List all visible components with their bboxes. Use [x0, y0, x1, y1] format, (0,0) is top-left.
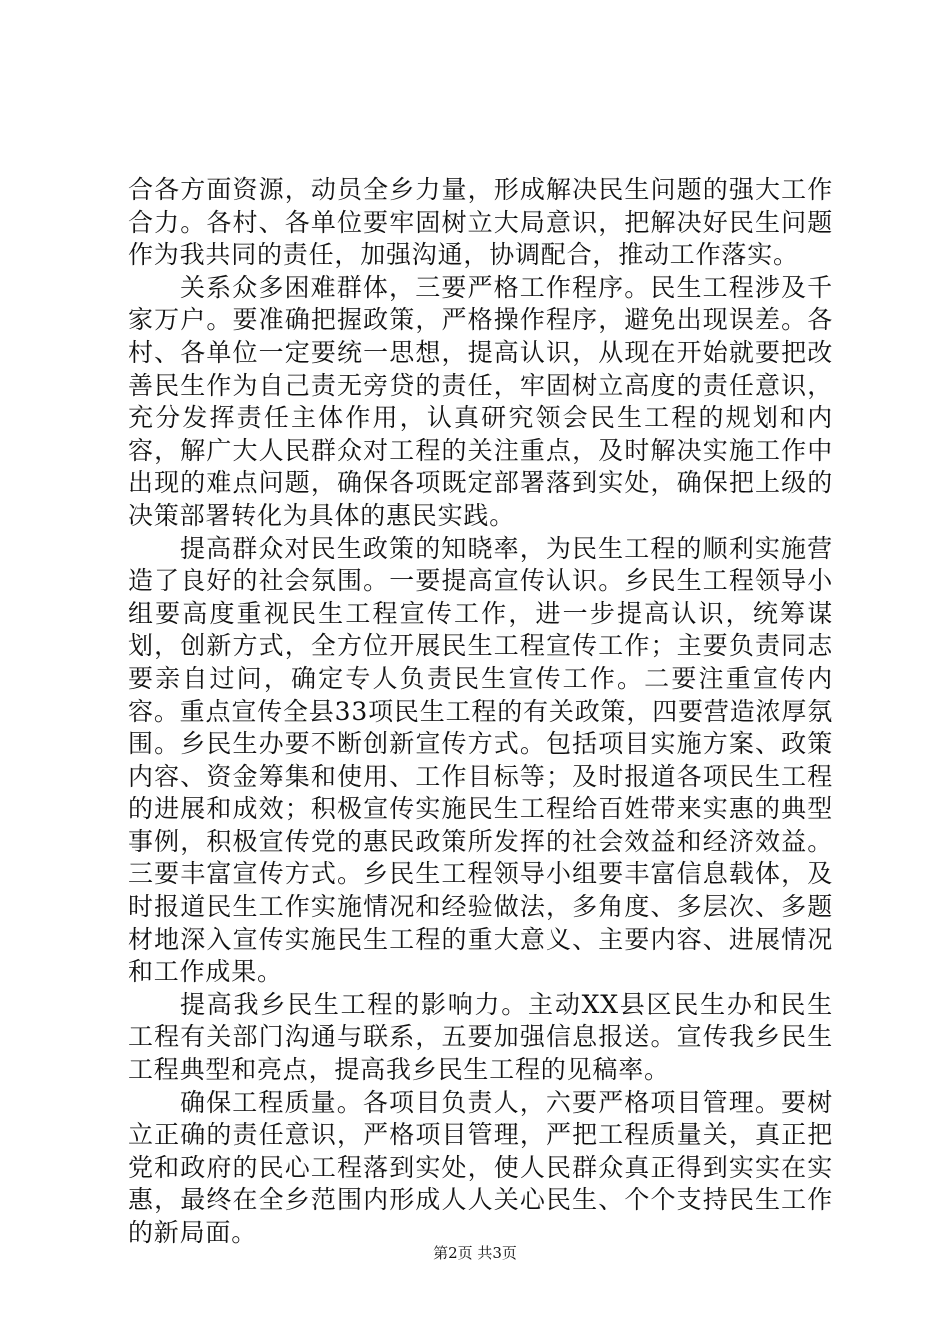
paragraph-information-report: 提高我乡民生工程的影响力。主动XX县区民生办和民生工程有关部门沟通与联系，五要加强信息报送。宣传我乡民生工程典型和亮点，提高我乡民生工程的见稿率。 — [128, 989, 833, 1085]
paragraph-work-procedure: 关系众多困难群体，三要严格工作程序。民生工程涉及千家万户。要准确把握政策，严格操作程序，避免出现误差。各村、各单位一定要统一思想，提高认识，从现在开始就要把改善民生作为自己责无旁贷的责任，牢固树立高度的责任意识，充分发挥责任主体作用，认真研究领会民生工程的规划和内容，解广大人民群众对工程的关注重点，及时解决实施工作中出现的难点问题，确保各项既定部署落到实处，确保把上级的决策部署转化为具体的惠民实践。 — [128, 272, 833, 530]
paragraph-continued: 合各方面资源，动员全乡力量，形成解决民生问题的强大工作合力。各村、各单位要牢固树立大局意识，把解决好民生问题作为我共同的责任，加强沟通，协调配合，推动工作落实。 — [128, 175, 833, 270]
paragraph-project-management: 确保工程质量。各项目负责人，六要严格项目管理。要树立正确的责任意识，严格项目管理，严把工程质量关，真正把党和政府的民心工程落到实处，使人民群众真正得到实实在实惠，最终在全乡范围内形成人人关心民生、个个支持民生工作的新局面。 — [128, 1087, 833, 1247]
page-footer: 第2页 共3页 — [433, 1244, 517, 1262]
document-body — [128, 174, 833, 1250]
paragraph-publicity: 提高群众对民生政策的知晓率，为民生工程的顺利实施营造了良好的社会氛围。一要提高宣传认识。乡民生工程领导小组要高度重视民生工程宣传工作，进一步提高认识，统筹谋划，创新方式，全方位开展民生工程宣传工作；主要负责同志要亲自过问，确定专人负责民生宣传工作。二要注重宣传内容。重点宣传全县33项民生工程的有关政策，四要营造浓厚氛围。乡民生办要不断创新宣传方式。包括项目实施方案、政策内容、资金筹集和使用、工作目标等；及时报道各项民生工程的进展和成效；积极宣传实施民生工程给百姓带来实惠的典型事例，积极宣传党的惠民政策所发挥的社会效益和经济效益。三要丰富宣传方式。乡民生工程领导小组要丰富信息载体，及时报道民生工作实施情况和经验做法，多角度、多层次、多题材地深入宣传实施民生工程的重大意义、主要内容、进展情况和工作成果。 — [128, 533, 833, 987]
